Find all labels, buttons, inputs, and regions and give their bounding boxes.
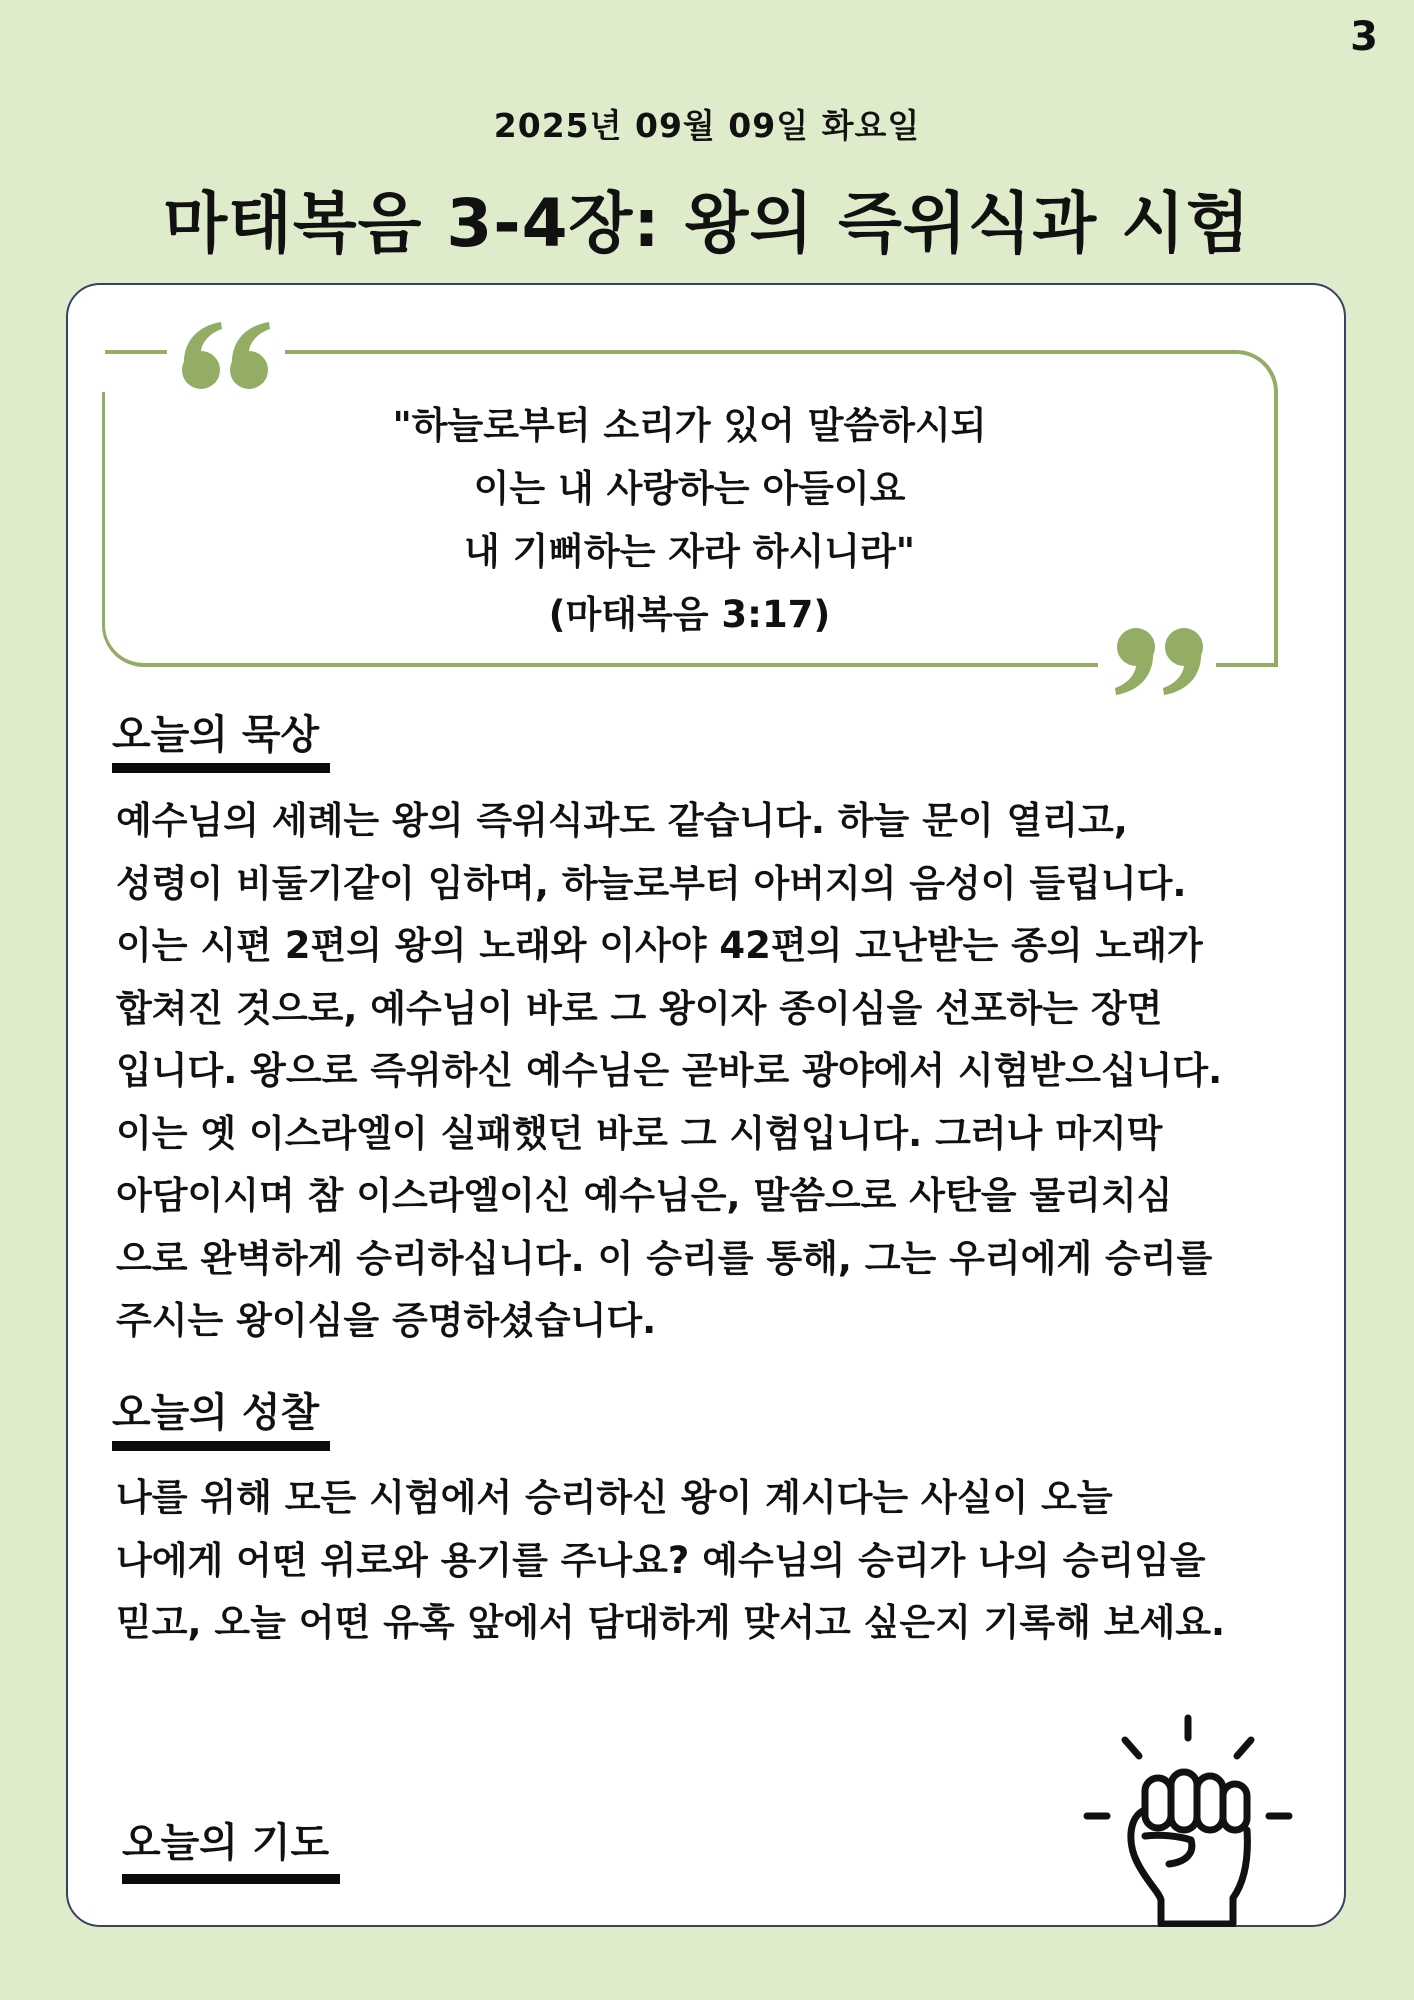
scripture-quote — [105, 394, 1274, 646]
meditation-line: 아담이시며 참 이스라엘이신 예수님은, 말씀으로 사탄을 물리치심 — [116, 1174, 1173, 1217]
devotion-card — [66, 283, 1346, 1927]
reflection-heading: 오늘의 성찰 — [112, 1390, 320, 1436]
meditation-underline — [112, 763, 330, 773]
prayer-underline — [122, 1874, 340, 1884]
close-quote-icon — [1098, 617, 1216, 707]
page-number: 3 — [1350, 14, 1378, 60]
prayer-heading: 오늘의 기도 — [122, 1820, 330, 1866]
meditation-text — [116, 790, 1316, 1353]
meditation-heading: 오늘의 묵상 — [112, 712, 320, 758]
reflection-text — [116, 1467, 1316, 1655]
reflection-line: 나에게 어떤 위로와 용기를 주나요? 예수님의 승리가 나의 승리임을 — [116, 1538, 1206, 1582]
reflection-line: 나를 위해 모든 시험에서 승리하신 왕이 계시다는 사실이 오늘 — [116, 1476, 1113, 1519]
reflection-underline — [112, 1441, 330, 1451]
reflection-line: 믿고, 오늘 어떤 유혹 앞에서 담대하게 맞서고 싶은지 기록해 보세요. — [116, 1601, 1226, 1644]
page-title: 마태복음 3-4장: 왕의 즉위식과 시험 — [163, 185, 1251, 262]
meditation-line: 이는 옛 이스라엘이 실패했던 바로 그 시험입니다. 그러나 마지막 — [116, 1111, 1163, 1155]
meditation-line: 이는 시편 2편의 왕의 노래와 이사야 42편의 고난받는 종의 노래가 — [116, 924, 1203, 967]
date-heading: 2025년 09월 09일 화요일 — [493, 106, 921, 145]
meditation-line: 예수님의 세례는 왕의 즉위식과도 같습니다. 하늘 문이 열리고, — [116, 799, 1128, 842]
open-quote-icon — [167, 312, 285, 402]
quote-reference: (마태복음 3:17) — [548, 593, 831, 636]
meditation-line: 성령이 비둘기같이 임하며, 하늘로부터 아버지의 음성이 들립니다. — [116, 861, 1187, 905]
quote-line: 이는 내 사랑하는 아들이요 — [473, 467, 906, 510]
quote-line: 내 기뻐하는 자라 하시니라" — [463, 530, 916, 573]
meditation-line: 입니다. 왕으로 즉위하신 예수님은 곧바로 광야에서 시험받으십니다. — [116, 1049, 1223, 1092]
scripture-quote-box — [102, 350, 1278, 667]
meditation-line: 합쳐진 것으로, 예수님이 바로 그 왕이자 종이심을 선포하는 장면 — [116, 986, 1163, 1030]
quote-line: "하늘로부터 소리가 있어 말씀하시되 — [392, 404, 987, 447]
meditation-line: 으로 완벽하게 승리하십니다. 이 승리를 통해, 그는 우리에게 승리를 — [116, 1236, 1213, 1280]
meditation-line: 주시는 왕이심을 증명하셨습니다. — [116, 1299, 657, 1342]
raised-fist-icon — [1073, 1712, 1303, 1931]
